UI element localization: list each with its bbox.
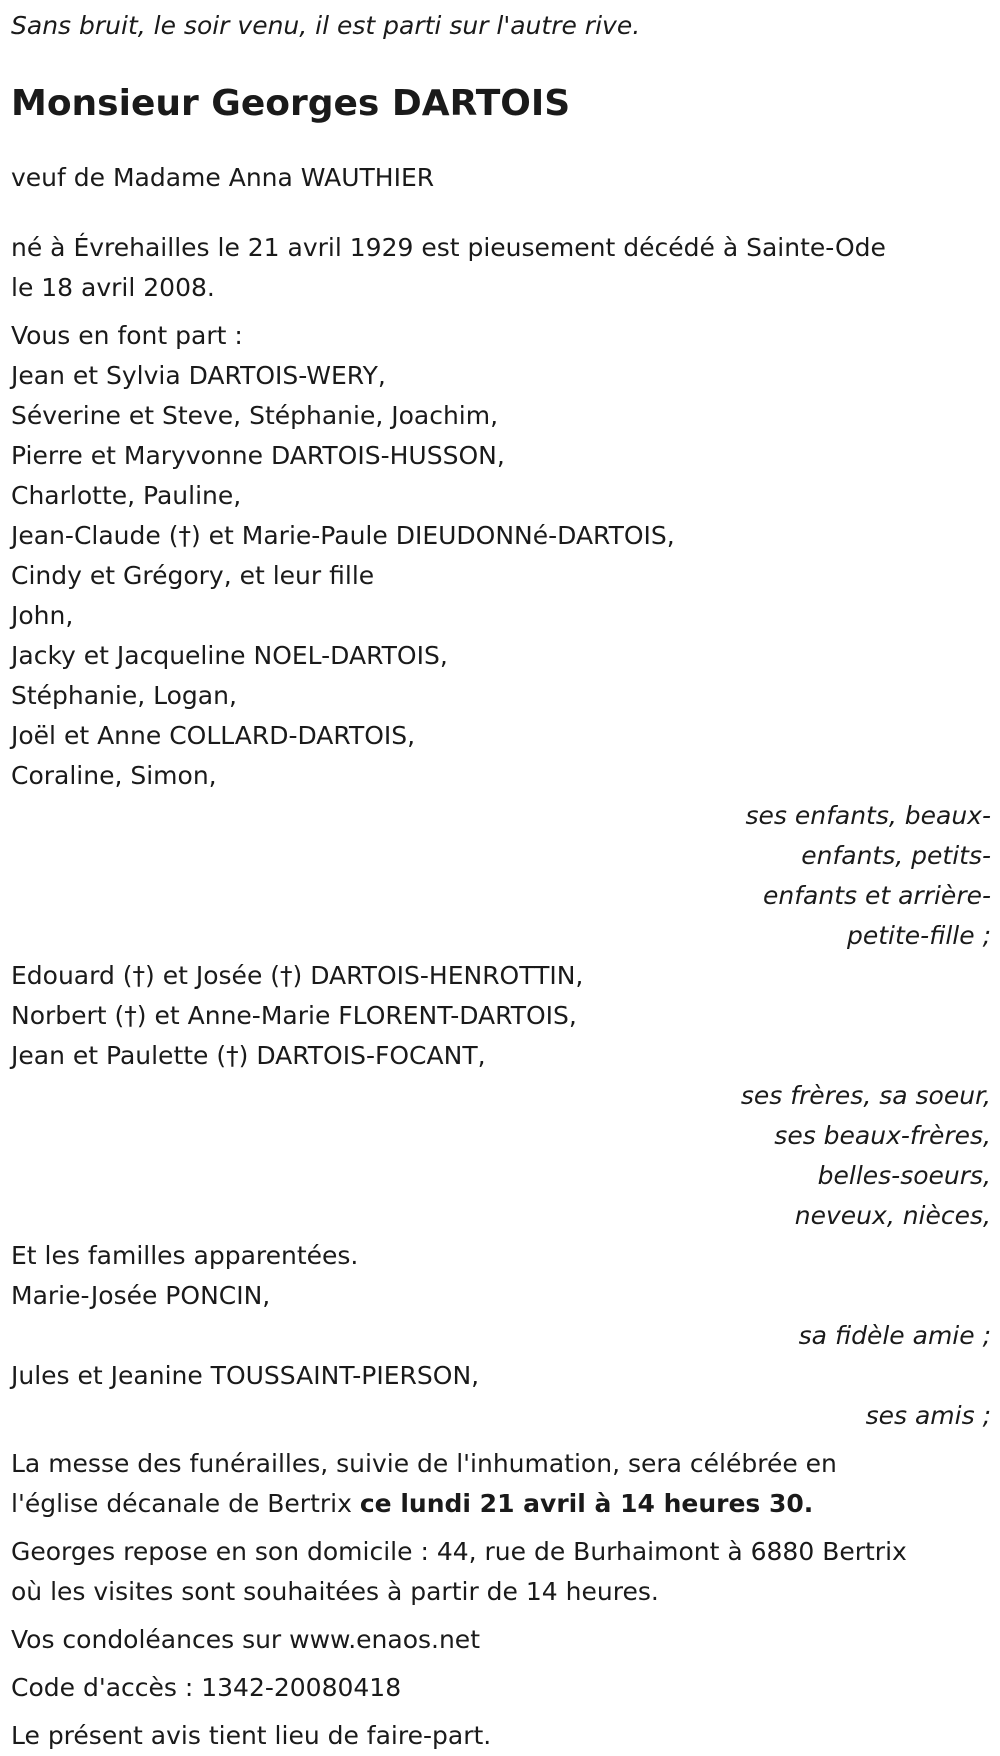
friends-names: Jules et Jeanine TOUSSAINT-PIERSON, (11, 1361, 480, 1390)
deceased-name: Monsieur Georges DARTOIS (11, 83, 571, 124)
role-line: ses enfants, beaux- (745, 801, 991, 830)
mass-text: La messe des funérailles, suivie de l'inhumation, sera célébrée en l'église décanale de Bertrix (11, 1449, 837, 1518)
friend-role: sa fidèle amie ; (798, 1321, 991, 1350)
family-line: Coraline, Simon, (11, 761, 217, 790)
role-line: ses beaux-frères, (774, 1121, 991, 1150)
birth-death-text: né à Évrehailles le 21 avril 1929 est pieusement décédé à Sainte-Ode le 18 avril 2008. (11, 233, 886, 302)
siblings-role (631, 1076, 991, 1236)
family-line: Joël et Anne COLLARD-DARTOIS, (11, 721, 416, 750)
family-line: Edouard (†) et Josée (†) DARTOIS-HENROTTIN, (11, 961, 584, 990)
family-line: Séverine et Steve, Stéphanie, Joachim, (11, 401, 499, 430)
children-role (631, 796, 991, 956)
family-line: Charlotte, Pauline, (11, 481, 242, 510)
mass-date: ce lundi 21 avril à 14 heures 30. (359, 1489, 814, 1518)
mass-info (11, 1444, 911, 1524)
family-line: Jean-Claude (†) et Marie-Paule DIEUDONNé-DARTOIS, (11, 521, 675, 550)
repose-info: Georges repose en son domicile : 44, rue de Burhaimont à 6880 Bertrix où les visites sont souhaitées à partir de 14 heures. (11, 1537, 907, 1606)
condolences-line: Vos condoléances sur www.enaos.net (11, 1625, 480, 1654)
friend-name: Marie-Josée PONCIN, (11, 1281, 271, 1310)
family-line: Norbert (†) et Anne-Marie FLORENT-DARTOIS, (11, 1001, 577, 1030)
family-line: Cindy et Grégory, et leur fille (11, 561, 375, 590)
role-line: enfants, petits- (801, 841, 991, 870)
role-line: neveux, nièces, (794, 1201, 991, 1230)
closing-line: Le présent avis tient lieu de faire-part. (11, 1721, 492, 1750)
role-line: ses frères, sa soeur, (740, 1081, 991, 1110)
widow-line: veuf de Madame Anna WAUTHIER (11, 163, 435, 192)
family-line: Jean et Paulette (†) DARTOIS-FOCANT, (11, 1041, 486, 1070)
family-line: Pierre et Maryvonne DARTOIS-HUSSON, (11, 441, 505, 470)
access-code: Code d'accès : 1342-20080418 (11, 1673, 402, 1702)
role-line: petite-fille ; (847, 921, 991, 950)
announce-intro: Vous en font part : (11, 321, 243, 350)
children-list (11, 356, 911, 796)
role-line: enfants et arrière- (763, 881, 991, 910)
epigraph: Sans bruit, le soir venu, il est parti sur l'autre rive. (11, 11, 641, 40)
family-line: Stéphanie, Logan, (11, 681, 237, 710)
families-line: Et les familles apparentées. (11, 1241, 359, 1270)
friends-role: ses amis ; (865, 1401, 991, 1430)
siblings-list (11, 956, 911, 1076)
role-line: belles-soeurs, (817, 1161, 991, 1190)
family-line: John, (11, 601, 74, 630)
family-line: Jacky et Jacqueline NOEL-DARTOIS, (11, 641, 448, 670)
family-line: Jean et Sylvia DARTOIS-WERY, (11, 361, 386, 390)
